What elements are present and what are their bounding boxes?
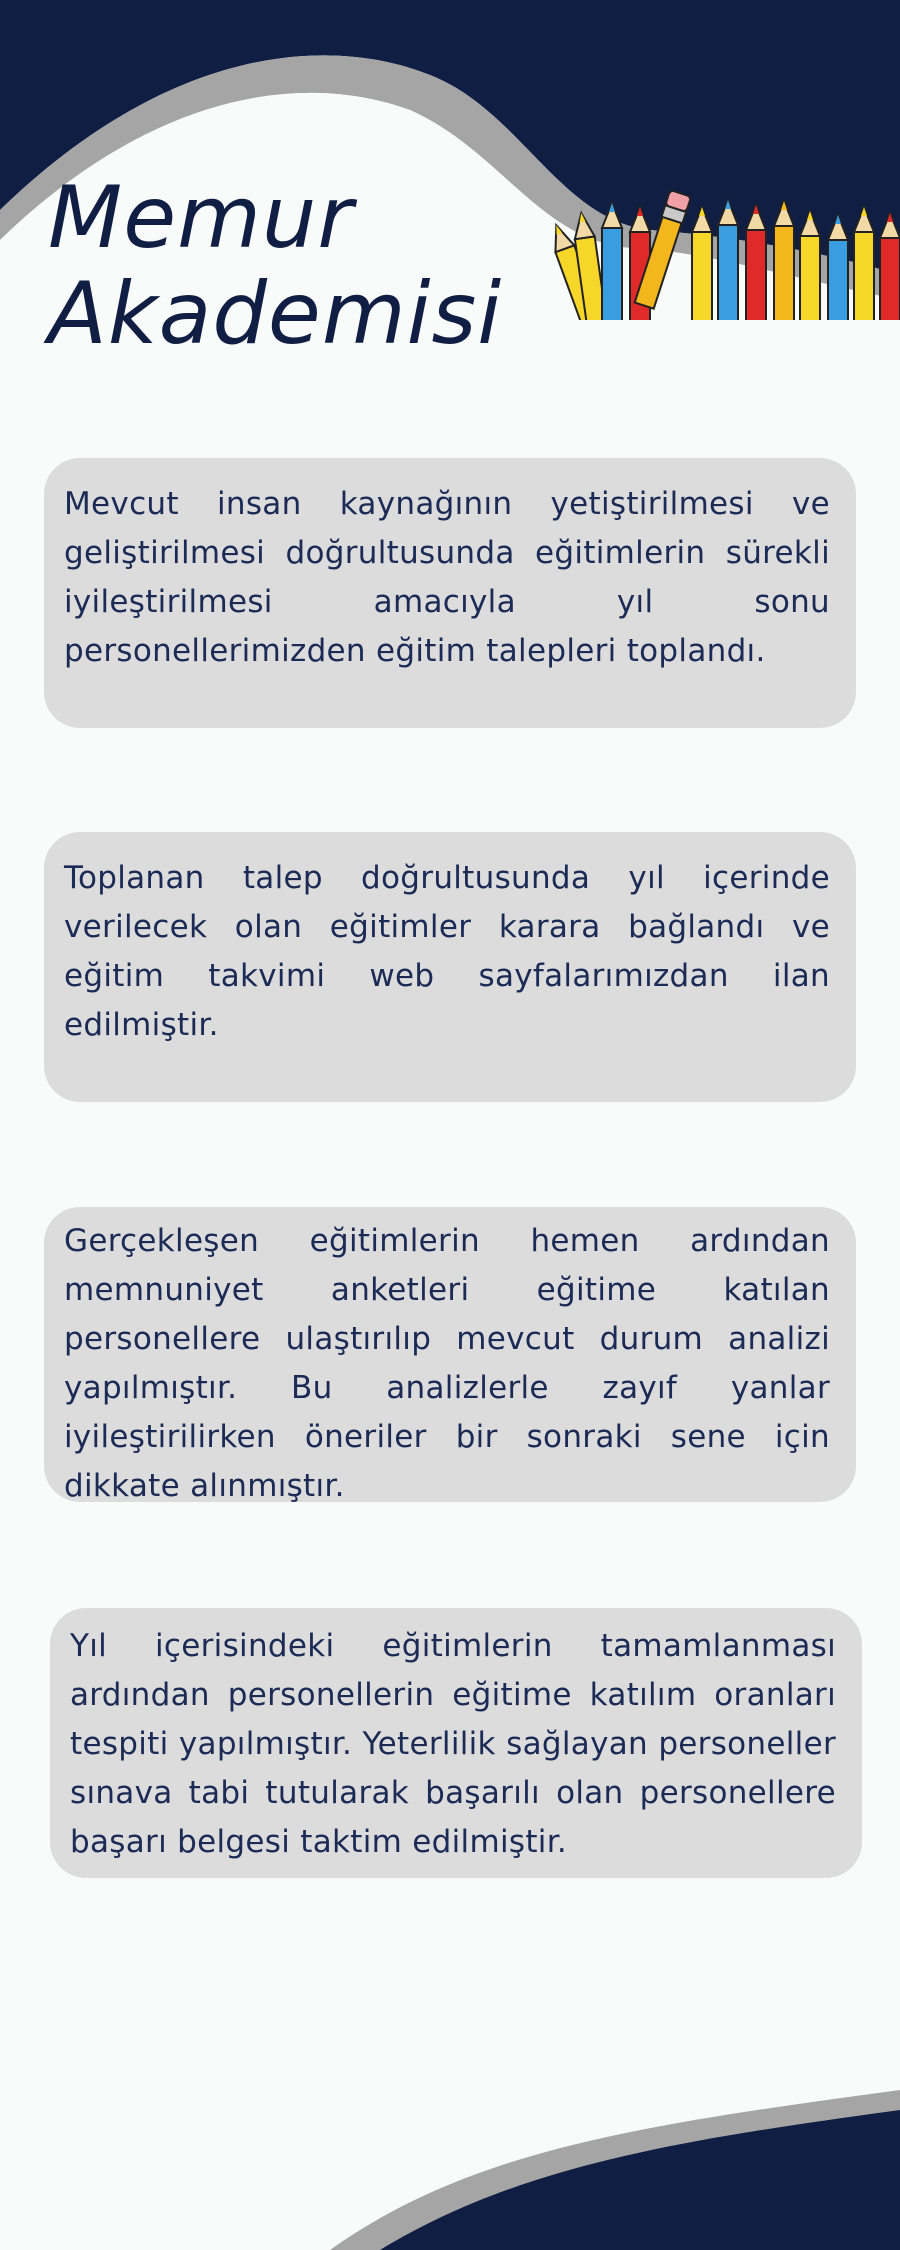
info-card-text: Toplanan talep doğrultusunda yıl içerinde verilecek olan eğitimler karara bağlandı ve eğitim takvimi web sayfalarımızdan ilan edilmiştir. (64, 860, 830, 1043)
pencil-icon (854, 207, 874, 320)
pencil-icon (692, 207, 712, 320)
pencil-icon (602, 203, 622, 320)
info-card-4 (50, 1608, 862, 1878)
pencil-icon (800, 211, 820, 320)
info-card-1 (44, 458, 856, 728)
bottom-wave-decoration (0, 2030, 900, 2250)
pencil-icon (774, 201, 794, 320)
pencil-icon (828, 215, 848, 320)
info-card-3 (44, 1207, 856, 1502)
info-card-2 (44, 832, 856, 1102)
pencil-icon (880, 213, 900, 320)
page-title-line-2: Akademisi (48, 264, 503, 364)
info-card-text: Mevcut insan kaynağının yetiştirilmesi ve geliştirilmesi doğrultusunda eğitimlerin sürekli iyileştirilmesi amacıyla yıl sonu personellerimizden eğitim talepleri toplandı. (64, 486, 830, 669)
pencil-icon (718, 200, 738, 320)
info-card-text: Yıl içerisindeki eğitimlerin tamamlanması ardından personellerin eğitime katılım oranları tespiti yapılmıştır. Yeterlilik sağlayan personeller sınava tabi tutularak başarılı olan personellere başarı belgesi taktim edilmiştir. (70, 1628, 836, 1860)
page-title (48, 170, 502, 362)
page-title-line-1: Memur (48, 168, 354, 268)
pencil-icon (746, 205, 766, 320)
info-card-text: Gerçekleşen eğitimlerin hemen ardından memnuniyet anketleri eğitime katılan personellere ulaştırılıp mevcut durum analizi yapılmıştır. Bu analizlerle zayıf yanlar iyileştirilirken öneriler bir sonraki sene için dikkate alınmıştır. (64, 1223, 830, 1504)
pencils-illustration (540, 190, 900, 320)
